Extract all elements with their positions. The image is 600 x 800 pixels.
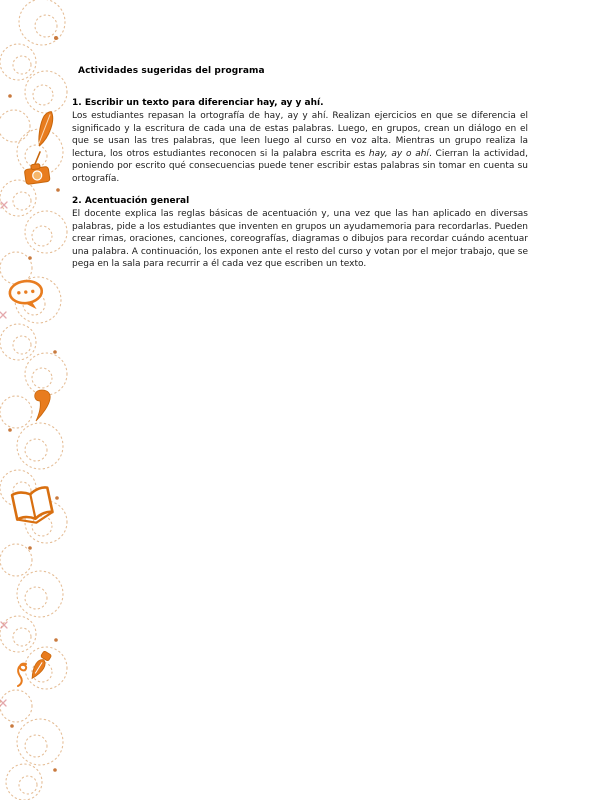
camera-icon: [22, 160, 52, 188]
section-2: [72, 195, 528, 271]
feather-quill-icon: [24, 108, 62, 166]
pen-flourish-icon: [12, 646, 54, 702]
section-1: [72, 97, 528, 185]
document-content: [72, 66, 528, 281]
section-2-heading: 2. Acentuación general: [72, 196, 190, 207]
quote-comma-icon: [30, 388, 54, 424]
page-title: Actividades sugeridas del programa: [78, 66, 265, 76]
section-1-heading: 1. Escribir un texto para diferenciar hay, ay y ahí.: [72, 98, 324, 108]
speech-bubble-icon: [5, 276, 49, 316]
decorative-margin: [0, 0, 68, 800]
open-book-icon: [8, 482, 58, 532]
section-1-paragraph: Los estudiantes repasan la ortografía de hay, ay y ahí. Realizan ejercicios en que se diferencia el significado y la escritura de cada una de estas palabras. Luego, en grupos, crean un diálogo en el que se usan las tres palabras, que leen luego al curso en voz alta. Mientras un grupo realiza la lectura, los otros estudiantes reconocen si la palabra escrita es hay, ay o ahí. Cierran la actividad, poniendo por escrito qué consecuencias puede tener escribir estas palabras sin tomar en cuenta su ortografía.: [72, 111, 528, 184]
section-2-paragraph: El docente explica las reglas básicas de acentuación y, una vez que las han aplicado en diversas palabras, pide a los estudiantes que inventen en grupos un ayudamemoria para recordarlas. Pueden crear rimas, oraciones, canciones, coreografías, diagramas o dibujos para recordar cuándo acentuar una palabra. A continuación, los exponen ante el resto del curso y votan por el mejor trabajo, que se pega en la sala para recurrir a él cada vez que escriben un texto.: [72, 209, 528, 270]
